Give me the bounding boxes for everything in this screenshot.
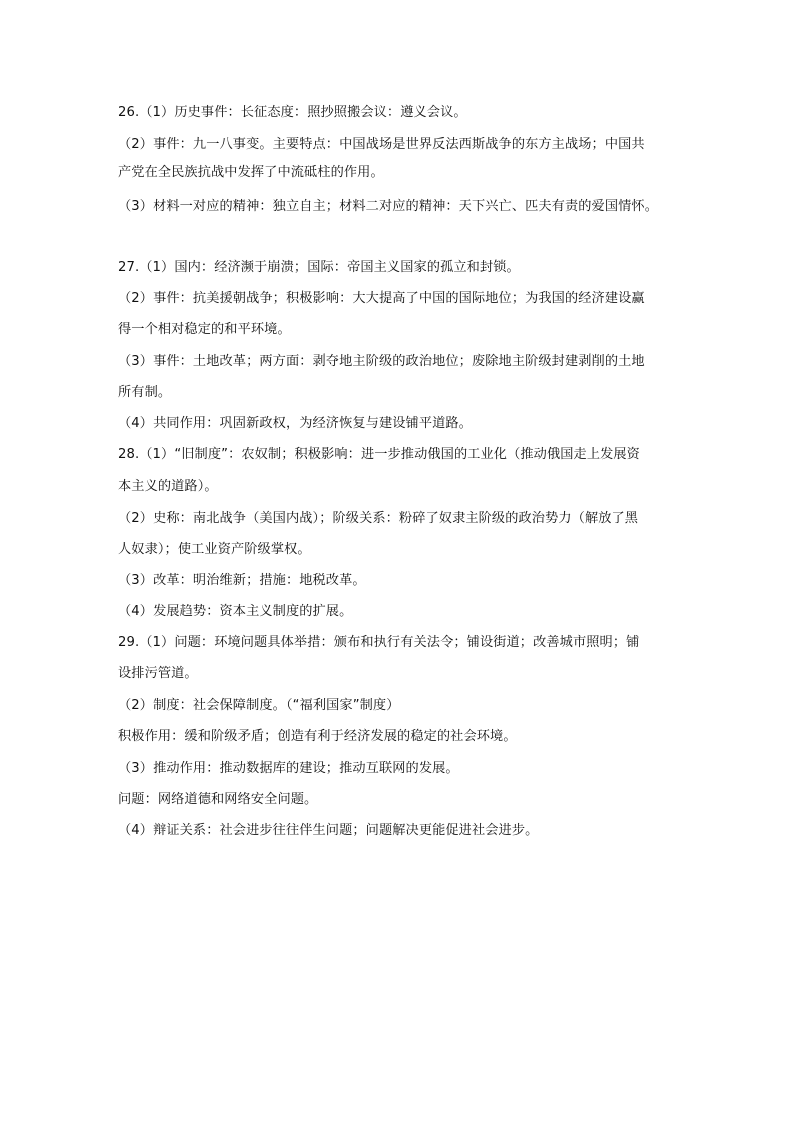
answer-26-1: 26.（1）历史事件：长征态度：照抄照搬会议：遵义会议。 (118, 105, 467, 120)
answer-29-4: （4）辩证关系：社会进步往往伴生问题；问题解决更能促进社会进步。 (118, 823, 539, 838)
answer-28-3: （3）改革：明治维新；措施：地税改革。 (118, 573, 366, 588)
answer-27-1: 27.（1）国内：经济濒于崩溃；国际：帝国主义国家的孤立和封锁。 (118, 260, 520, 275)
answer-28-2-line2: 人奴隶）；使工业资产阶级掌权。 (118, 542, 311, 557)
answer-26-2-line2: 产党在全民族抗战中发挥了中流砥柱的作用。 (118, 165, 384, 180)
answer-28-1-line1: 28.（1）“旧制度”：农奴制；积极影响：进一步推动俄国的工业化（推动俄国走上发展资 (118, 447, 640, 462)
answer-27-2-line1: （2）事件：抗美援朝战争；积极影响：大大提高了中国的国际地位；为我国的经济建设赢 (118, 291, 645, 306)
answer-27-3-line1: （3）事件：土地改革；两方面：剥夺地主阶级的政治地位；废除地主阶级封建剥削的土地 (118, 354, 645, 369)
answer-28-1-line2: 本主义的道路）。 (118, 479, 218, 494)
answer-29-1-line2: 设排污管道。 (118, 666, 198, 681)
answer-26-3: （3）材料一对应的精神：独立自主；材料二对应的精神：天下兴亡、匹夫有责的爱国情怀。 (118, 199, 658, 214)
answer-27-4: （4）共同作用：巩固新政权，为经济恢复与建设铺平道路。 (118, 416, 472, 431)
answer-29-1-line1: 29.（1）问题：环境问题具体举措：颁布和执行有关法令；铺设街道；改善城市照明；铺 (118, 635, 640, 650)
answer-29-3-problem: 问题：网络道德和网络安全问题。 (118, 792, 318, 807)
answer-27-2-line2: 得一个相对稳定的和平环境。 (118, 322, 291, 337)
answer-28-2-line1: （2）史称：南北战争（美国内战）；阶级关系：粉碎了奴隶主阶级的政治势力（解放了黑 (118, 511, 639, 526)
answer-27-3-line2: 所有制。 (118, 385, 172, 400)
answer-29-3: （3）推动作用：推动数据库的建设；推动互联网的发展。 (118, 761, 459, 776)
answer-29-2-effect: 积极作用：缓和阶级矛盾；创造有利于经济发展的稳定的社会环境。 (118, 729, 517, 744)
answer-29-2: （2）制度：社会保障制度。（“福利国家”制度） (118, 698, 400, 713)
answer-28-4: （4）发展趋势：资本主义制度的扩展。 (118, 604, 353, 619)
answer-26-2-line1: （2）事件：九一八事变。主要特点：中国战场是世界反法西斯战争的东方主战场；中国共 (118, 137, 645, 152)
